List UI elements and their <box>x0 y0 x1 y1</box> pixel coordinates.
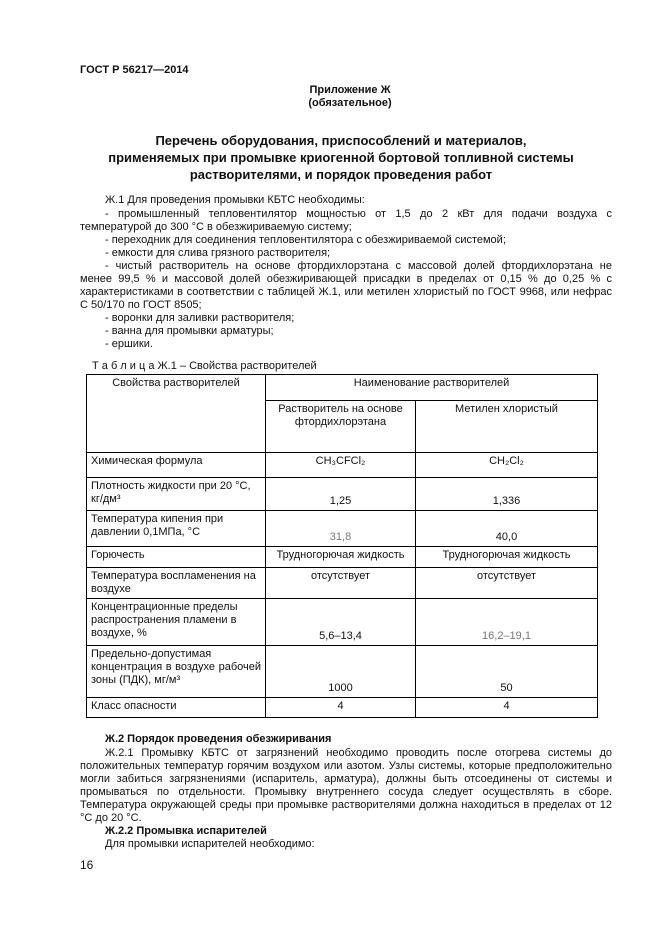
appendix-label: Приложение Ж <box>309 84 391 96</box>
appendix-heading <box>200 84 500 110</box>
list-item: - чистый растворитель на основе фтордихлорэтана с массовой долей фтордихлорэтана не <box>105 260 612 272</box>
table-cell-value: 50 <box>416 646 598 698</box>
list-item: - воронки для заливки растворителя; <box>105 312 295 324</box>
list-item: - ванна для промывки арматуры; <box>105 325 274 337</box>
table-cell-value: 1,336 <box>416 478 598 511</box>
list-item-cont: температурой до 300 °С в обезжириваемую систему; <box>80 221 352 233</box>
table-cell-value: 1000 <box>266 646 416 698</box>
table-cell-value: CH₃CFCl₂ <box>266 453 416 478</box>
paragraph: Ж.2.1 Промывку КБТС от загрязнений необходимо проводить после отогрева системы до <box>105 747 612 759</box>
table-cell-prop: Плотность жидкости при 20 °С, кг/дм³ <box>87 478 266 511</box>
table-cell-prop: Горючесть <box>87 547 266 568</box>
paragraph-line: промываться по отдельности. Промывку внутреннего сосуда следует осуществлять в сборе. <box>80 786 612 798</box>
table-cell-prop: Предельно-допустимая концентрация в воздухе рабочей зоны (ПДК), мг/м³ <box>87 646 266 698</box>
standard-code: ГОСТ Р 56217—2014 <box>80 64 189 76</box>
title-line: растворителями, и порядок проведения работ <box>189 167 493 182</box>
table-cell-value: 5,6–13,4 <box>266 599 416 646</box>
list-item-cont: менее 99,5 % и массовой долей обезжиривающей присадки в пределах от 0,15 % до 0,25 % с <box>80 273 612 285</box>
appendix-title <box>95 132 587 183</box>
paragraph-line: могли забиться загрязнениями (испаритель, арматура), должны быть отсоединены от системы и <box>80 773 612 785</box>
table-header-col1: Растворитель на основе фтордихлорэтана <box>266 401 416 453</box>
section-heading: Ж.2 Порядок проведения обезжиривания <box>105 733 332 745</box>
table-cell-value: Трудногорючая жидкость <box>266 547 416 568</box>
list-item: - переходник для соединения тепловентилятора с обезжириваемой системой; <box>105 234 506 246</box>
subsection-heading: Ж.2.2 Промывка испарителей <box>105 825 267 837</box>
table-cell-prop: Температура кипения при давлении 0,1МПа, °С <box>87 511 266 547</box>
table-cell-value: отсутствует <box>266 568 416 599</box>
table-cell-prop: Химическая формула <box>87 453 266 478</box>
paragraph-line: положительных температур горячим воздухом или азотом. Узлы системы, которые предположительно <box>80 760 612 772</box>
list-item: - промышленный тепловентилятор мощностью от 1,5 до 2 кВт для подачи воздуха с <box>105 208 612 220</box>
list-item-cont: С 50/170 по ГОСТ 8505; <box>80 299 202 311</box>
page-number: 16 <box>80 858 94 872</box>
table-header-col2: Метилен хлористый <box>416 401 598 453</box>
table-cell-value: отсутствует <box>416 568 598 599</box>
table-cell-value: 1,25 <box>266 478 416 511</box>
table-cell-value: 31,8 <box>266 511 416 547</box>
table-cell-value: Трудногорючая жидкость <box>416 547 598 568</box>
table-cell-value: 4 <box>416 698 598 718</box>
list-item: - ершики. <box>105 338 153 350</box>
table-cell-value: 40,0 <box>416 511 598 547</box>
list-item: - емкости для слива грязного растворителя; <box>105 247 331 259</box>
title-line: Перечень оборудования, приспособлений и материалов, <box>155 133 527 148</box>
table-cell-prop: Температура воспламенения на воздухе <box>87 568 266 599</box>
table-header-properties: Свойства растворителей <box>87 375 266 453</box>
table-cell-value: CH₂Cl₂ <box>416 453 598 478</box>
title-line: применяемых при промывке криогенной бортовой топливной системы <box>108 150 574 165</box>
table-cell-value: 4 <box>266 698 416 718</box>
table-caption: Т а б л и ц а Ж.1 – Свойства растворителей <box>92 360 317 372</box>
list-item-cont: характеристиками в соответствии с таблицей Ж.1, или метилен хлористый по ГОСТ 9968, или нефрас <box>80 286 612 298</box>
paragraph: Ж.1 Для проведения промывки КБТС необходимы: <box>105 194 365 206</box>
table-header-names: Наименование растворителей <box>266 375 598 401</box>
table-cell-value: 16,2–19,1 <box>416 599 598 646</box>
appendix-status: (обязательное) <box>308 97 392 109</box>
paragraph-line: Температура окружающей среды при промывке растворителями должна находиться в пределах от 12 <box>80 799 612 811</box>
solvent-properties-table <box>86 374 598 718</box>
table-cell-prop: Класс опасности <box>87 698 266 718</box>
paragraph-line: °С до 20 °С. <box>80 812 142 824</box>
table-cell-prop: Концентрационные пределы распространения пламени в воздухе, % <box>87 599 266 646</box>
paragraph: Для промывки испарителей необходимо: <box>105 838 315 850</box>
